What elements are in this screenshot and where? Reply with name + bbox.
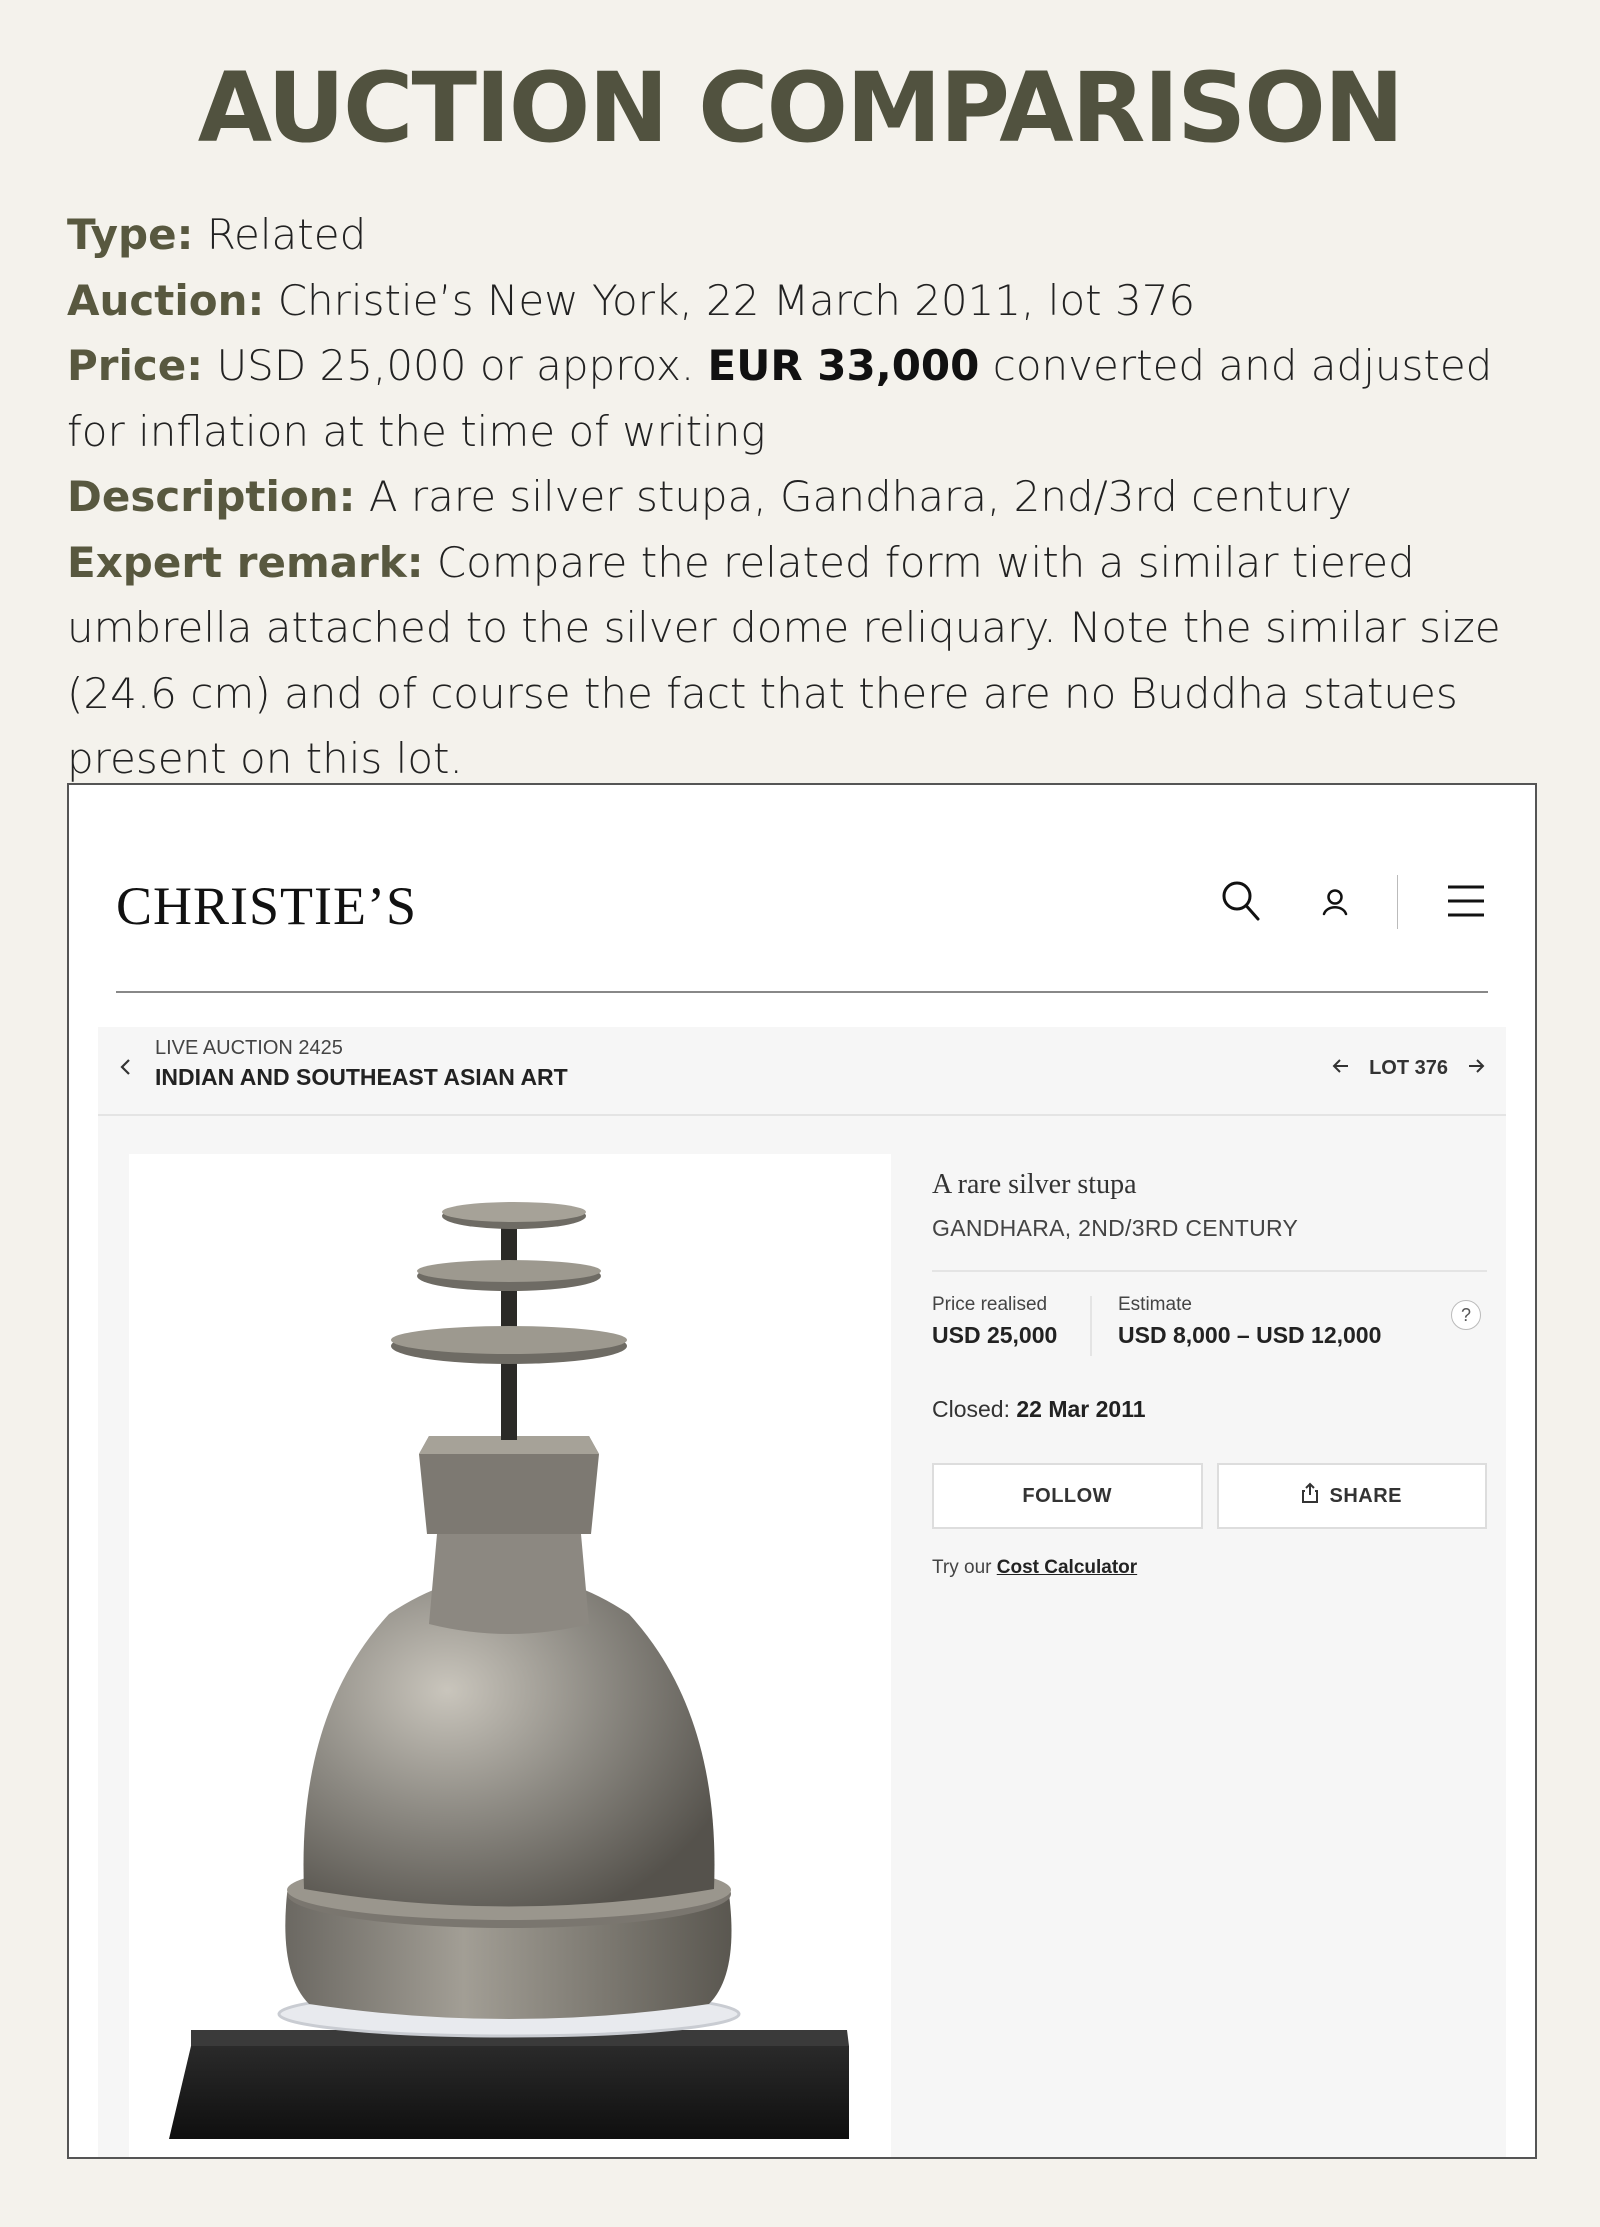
auction-value: Christie’s New York, 22 March 2011, lot 376 — [277, 275, 1196, 325]
auction-row — [67, 268, 1537, 334]
price-realised-label: Price realised — [932, 1294, 1048, 1315]
cost-calculator-text — [932, 1557, 1487, 1579]
price-realised — [932, 1294, 1057, 1349]
lot-panel — [98, 1027, 1506, 2159]
closed-date — [932, 1396, 1487, 1423]
type-value: Related — [206, 210, 367, 259]
user-icon[interactable] — [1320, 887, 1350, 925]
header-divider — [116, 991, 1488, 993]
breadcrumb-auction-number[interactable]: LIVE AUCTION 2425 — [155, 1037, 343, 1059]
share-icon — [1301, 1482, 1319, 1510]
christies-logo[interactable]: CHRISTIE’S — [116, 876, 418, 936]
share-button[interactable] — [1217, 1463, 1488, 1529]
lot-title: A rare silver stupa — [932, 1169, 1137, 1200]
remark-value: Compare the related form with a similar tiered umbrella attached to the silver dome reliquary. Note the similar size (24.6 cm) and of course the fact that there are no Buddha statues present on this lot. — [67, 537, 1501, 783]
type-label: Type: — [67, 210, 194, 259]
menu-icon[interactable] — [1445, 881, 1487, 925]
closed-label: Closed: — [932, 1396, 1010, 1422]
remark-label: Expert remark: — [67, 537, 424, 587]
price-eur: EUR 33,000 — [707, 341, 980, 390]
price-separator — [1090, 1296, 1092, 1356]
price-block — [932, 1294, 1487, 1358]
cost-calculator-link[interactable]: Cost Calculator — [996, 1557, 1138, 1578]
closed-value: 22 Mar 2011 — [1016, 1396, 1146, 1422]
details-divider — [932, 1270, 1487, 1272]
description-row — [67, 464, 1537, 530]
chevron-left-icon[interactable] — [118, 1055, 134, 1083]
follow-label: FOLLOW — [1022, 1484, 1113, 1507]
estimate — [1118, 1294, 1381, 1349]
estimate-value: USD 8,000 – USD 12,000 — [1118, 1322, 1382, 1348]
help-icon[interactable]: ? — [1451, 1300, 1481, 1330]
lot-subtitle: GANDHARA, 2ND/3RD CENTURY — [932, 1215, 1299, 1241]
arrow-right-icon[interactable] — [1466, 1056, 1486, 1080]
remark-row — [67, 530, 1537, 792]
estimate-label: Estimate — [1118, 1294, 1192, 1315]
header-separator — [1397, 875, 1398, 929]
page-title: AUCTION COMPARISON — [197, 52, 1403, 164]
calc-prefix: Try our — [932, 1557, 992, 1578]
price-row — [67, 333, 1537, 464]
type-row — [67, 202, 1537, 268]
christies-screenshot — [67, 783, 1537, 2159]
arrow-left-icon[interactable] — [1331, 1056, 1351, 1080]
description-value: A rare silver stupa, Gandhara, 2nd/3rd century — [368, 472, 1352, 521]
auction-info — [67, 202, 1537, 792]
follow-button[interactable] — [932, 1463, 1203, 1529]
description-label: Description: — [67, 472, 356, 521]
share-label: SHARE — [1329, 1484, 1402, 1507]
lot-details — [932, 1169, 1487, 1579]
breadcrumb-sale-title[interactable]: INDIAN AND SOUTHEAST ASIAN ART — [155, 1064, 568, 1090]
price-pre: USD 25,000 or approx. — [216, 341, 695, 390]
lot-image[interactable] — [129, 1154, 891, 2159]
price-post: converted and adjusted for inflation at the time of writing — [67, 341, 1493, 456]
price-realised-value: USD 25,000 — [932, 1322, 1058, 1348]
price-label: Price: — [67, 341, 204, 390]
lot-number: LOT 376 — [1369, 1056, 1448, 1079]
search-icon[interactable] — [1220, 879, 1262, 929]
breadcrumb — [98, 1027, 1506, 1116]
auction-label: Auction: — [67, 275, 265, 325]
lot-navigation — [1331, 1053, 1486, 1083]
action-buttons — [932, 1463, 1487, 1529]
